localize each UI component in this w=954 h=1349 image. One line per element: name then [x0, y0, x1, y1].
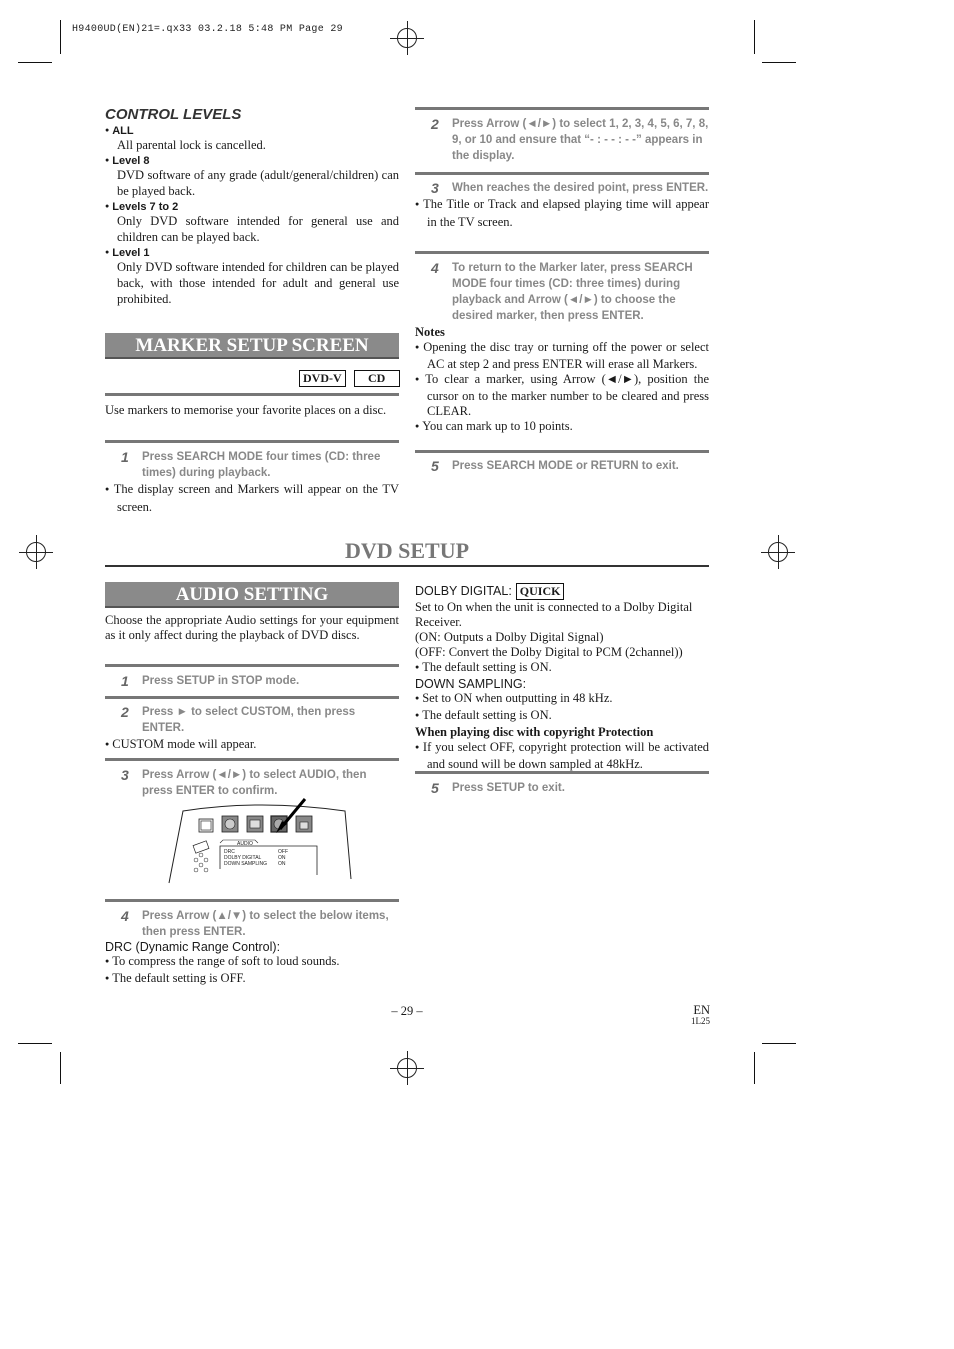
model-code: 1L25: [691, 1016, 710, 1026]
step-text: Press Arrow (◄/►) to select AUDIO, then press ENTER to confirm.: [142, 769, 367, 797]
step-note: ● CUSTOM mode will appear.: [105, 736, 399, 754]
step-number: 4: [431, 260, 439, 276]
dolby-on: (ON: Outputs a Dolby Digital Signal): [415, 630, 604, 644]
step-text: Press SEARCH MODE four times (CD: three times) during playback.: [142, 451, 381, 479]
step-note: ● The Title or Track and elapsed playing time will appear in the TV screen.: [415, 196, 709, 230]
step-text: To return to the Marker later, press SEARCH MODE four times (CD: three times) during playback and Arrow (◄/►) to choose the desired marker, then press ENTER.: [452, 262, 693, 322]
registration-target-icon: [768, 542, 788, 562]
quick-badge: QUICK: [516, 583, 565, 600]
crop-mark: [762, 1043, 796, 1044]
dvd-v-badge: DVD-V: [299, 370, 346, 387]
divider: [105, 565, 709, 567]
divider: [105, 899, 399, 902]
dolby-digital-label: DOLBY DIGITAL:: [415, 584, 512, 598]
marker-step-3: [415, 180, 709, 230]
menu-row-value: OFF: [278, 849, 288, 855]
note-item: ● To clear a marker, using Arrow (◄/►), position the cursor on to the marker number to be cleared and press CLEAR.: [415, 372, 709, 419]
step-number: 2: [121, 704, 129, 720]
copyright-note: ● If you select OFF, copyright protection will be activated and sound will be down sampled at 48kHz.: [415, 740, 709, 772]
down-sampling-note: ● Set to ON when outputting in 48 kHz.: [415, 691, 709, 708]
cd-badge: CD: [354, 370, 400, 387]
note-item: ● Opening the disc tray or turning off the power or select AC at step 2 and press ENTER will erase all Markers.: [415, 340, 709, 372]
drc-note: ● The default setting is OFF.: [105, 971, 399, 988]
control-levels-section: [105, 106, 399, 307]
menu-row-name: DRC: [224, 849, 235, 855]
step-number: 1: [121, 449, 129, 465]
audio-intro: Choose the appropriate Audio settings for your equipment as it only affect during the playback of DVD discs.: [105, 613, 399, 642]
down-sampling-note: ● The default setting is ON.: [415, 708, 709, 725]
crop-mark: [60, 1052, 61, 1084]
registration-target-icon: [397, 28, 417, 48]
level-label: ● Level 1: [105, 247, 399, 259]
divider: [105, 758, 399, 761]
level-label: ● Level 8: [105, 155, 399, 167]
step-text: Press Arrow (◄/►) to select 1, 2, 3, 4, 5, 6, 7, 8, 9, or 10 and ensure that “- : - - : - -” appears in the display.: [452, 118, 709, 162]
drc-label: DRC (Dynamic Range Control):: [105, 940, 281, 954]
marker-step-4: [415, 260, 709, 436]
step-text: Press SEARCH MODE or RETURN to exit.: [452, 460, 679, 472]
level-text: DVD software of any grade (adult/general/children) can be played back.: [117, 168, 399, 198]
notes-title: Notes: [415, 325, 445, 339]
step-note: ● The display screen and Markers will appear on the TV screen.: [105, 481, 399, 515]
step-text: Press Arrow (▲/▼) to select the below items, then press ENTER.: [142, 910, 389, 938]
divider: [415, 107, 709, 110]
note-item: ● You can mark up to 10 points.: [415, 419, 709, 436]
down-sampling-label: DOWN SAMPLING:: [415, 677, 527, 691]
step-text: Press ► to select CUSTOM, then press ENTER.: [142, 706, 356, 734]
dvd-setup-title: DVD SETUP: [344, 538, 470, 563]
dolby-off: (OFF: Convert the Dolby Digital to PCM (2channel)): [415, 645, 683, 659]
divider: [415, 251, 709, 254]
step-number: 5: [431, 780, 439, 796]
level-text: Only DVD software intended for children can be played back, with those intended for adult and general use prohibited.: [117, 260, 399, 306]
divider: [415, 172, 709, 175]
marker-setup-title: MARKER SETUP SCREEN: [105, 333, 399, 359]
marker-step-2: [415, 116, 709, 164]
control-levels-title: CONTROL LEVELS: [105, 106, 242, 123]
language-code: EN: [693, 1003, 710, 1017]
step-number: 3: [431, 180, 439, 196]
level-label: ● ALL: [105, 125, 399, 137]
step-number: 5: [431, 458, 439, 474]
marker-step-5: [415, 458, 709, 474]
crop-mark: [60, 20, 61, 54]
level-label: ● Levels 7 to 2: [105, 201, 399, 213]
crop-mark: [754, 20, 755, 54]
step-number: 3: [121, 767, 129, 783]
divider: [105, 664, 399, 667]
menu-row-value: ON: [278, 861, 286, 867]
audio-setting-title: AUDIO SETTING: [105, 582, 399, 608]
menu-title: AUDIO: [237, 841, 253, 847]
step-text: When reaches the desired point, press ENTER.: [452, 182, 709, 194]
level-text: All parental lock is cancelled.: [117, 138, 266, 152]
crop-mark: [762, 62, 796, 63]
divider: [105, 393, 399, 396]
registration-target-icon: [397, 1058, 417, 1078]
divider: [415, 450, 709, 453]
audio-menu-screen-illustration: [165, 793, 355, 885]
step-number: 4: [121, 908, 129, 924]
crop-mark: [754, 1052, 755, 1084]
step-number: 2: [431, 116, 439, 132]
disc-badges: [299, 369, 400, 387]
marker-intro: Use markers to memorise your favorite places on a disc.: [105, 403, 387, 417]
audio-options: [415, 582, 709, 772]
step-text: Press SETUP to exit.: [452, 782, 565, 794]
page-number: – 29 –: [391, 1004, 423, 1018]
marker-step-1: [105, 449, 399, 515]
divider: [105, 440, 399, 443]
menu-row-name: DOLBY DIGITAL: [224, 855, 262, 861]
crop-mark: [18, 62, 52, 63]
level-text: Only DVD software intended for general use and children can be played back.: [117, 214, 399, 244]
audio-step-4: [105, 908, 399, 988]
dolby-default: ● The default setting is ON.: [415, 660, 709, 677]
file-header: H9400UD(EN)21=.qx33 03.2.18 5:48 PM Page 29: [72, 24, 343, 35]
audio-step-1: [105, 673, 399, 689]
divider: [415, 771, 709, 774]
crop-mark: [18, 1043, 52, 1044]
menu-row-name: DOWN SAMPLING: [224, 861, 268, 867]
menu-row-value: ON: [278, 855, 286, 861]
step-number: 1: [121, 673, 129, 689]
copyright-title: When playing disc with copyright Protection: [415, 725, 654, 739]
registration-target-icon: [26, 542, 46, 562]
step-text: Press SETUP in STOP mode.: [142, 675, 300, 687]
drc-note: ● To compress the range of soft to loud sounds.: [105, 954, 399, 971]
audio-step-2: [105, 704, 399, 754]
dolby-text: Set to On when the unit is connected to a Dolby Digital Receiver.: [415, 600, 693, 629]
audio-step-5: [415, 780, 709, 796]
divider: [105, 696, 399, 699]
